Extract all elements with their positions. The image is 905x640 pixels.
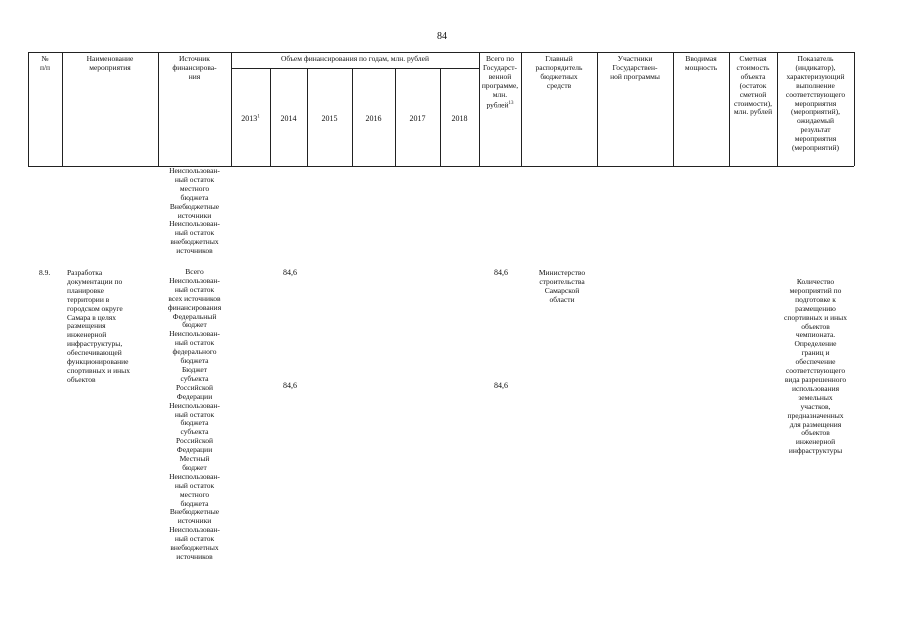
total-value-region: 84,6 xyxy=(494,381,508,390)
header-indicator: Показатель (индикатор), характеризующий выполнение соответствующего мероприятия (мероприятий), ожидаемый результат мероприятия (мероприятий) xyxy=(785,54,846,153)
header-year-2018: 2018 xyxy=(451,114,468,123)
row-number: 8.9. xyxy=(39,268,51,277)
row-name: Разработка документации по планировке территории в городском округе Самара в целях размещения инженерной инфраструктуры, обеспечивающей функционирование спортивных и иных объектов xyxy=(67,268,130,384)
row-sources-list: Всего Неиспользован- ный остаток всех источников финансирования Федеральный бюджет Неиспользован- ный остаток федерального бюджета Бюджет субъекта Российской Федерации Неиспользован- ный остаток бюджета субъекта Российской Федерации Местный бюджет Неиспользован- ный остаток местного бюджета Внебюджетные источники Неиспользован- ный остаток внебюджетных источников xyxy=(167,267,222,561)
row-manager: Министерство строительства Самарской области xyxy=(538,268,586,304)
header-total: Всего по Государст- венной программе, млн. рублей$^{13}$ xyxy=(481,54,519,110)
header-source: Источник финансирова- ния xyxy=(172,54,217,81)
value-2014-region: 84,6 xyxy=(283,381,297,390)
funding-subheader-line xyxy=(231,68,479,69)
col-border xyxy=(231,52,232,166)
header-top-line xyxy=(28,52,854,53)
total-value-total: 84,6 xyxy=(494,268,508,277)
header-year-2013: 2013$^1$ xyxy=(241,114,260,123)
col-border xyxy=(854,52,855,166)
header-capacity: Вводимая мощность xyxy=(684,54,718,72)
header-manager: Главный распорядитель бюджетных средств xyxy=(535,54,583,90)
value-2014-total: 84,6 xyxy=(283,268,297,277)
header-name: Наименование мероприятия xyxy=(86,54,134,72)
header-funding-title: Объем финансирования по годам, млн. рублей xyxy=(280,54,430,63)
header-year-2014: 2014 xyxy=(280,114,297,123)
header-bottom-line xyxy=(28,166,854,167)
header-participants: Участники Государствен- ной программы xyxy=(610,54,660,81)
page-number: 84 xyxy=(437,31,447,42)
header-estimate: Сметная стоимость объекта (остаток сметной стоимости), млн. рублей xyxy=(733,54,773,117)
header-number: № п/п xyxy=(39,54,51,72)
row-indicator: Количество мероприятий по подготовке к размещению спортивных и иных объектов чемпионата. Определение границ и обеспечение соответствующего вида разрешенного использования земельных участков, предназначенных для размещения объектов инженерной инфраструктуры xyxy=(784,277,847,456)
header-year-2017: 2017 xyxy=(409,114,426,123)
header-year-2015: 2015 xyxy=(321,114,338,123)
header-year-2016: 2016 xyxy=(365,114,382,123)
top-sources-list: Неиспользован- ный остаток местного бюджета Внебюджетные источники Неиспользован- ный остаток внебюджетных источников xyxy=(169,166,220,256)
